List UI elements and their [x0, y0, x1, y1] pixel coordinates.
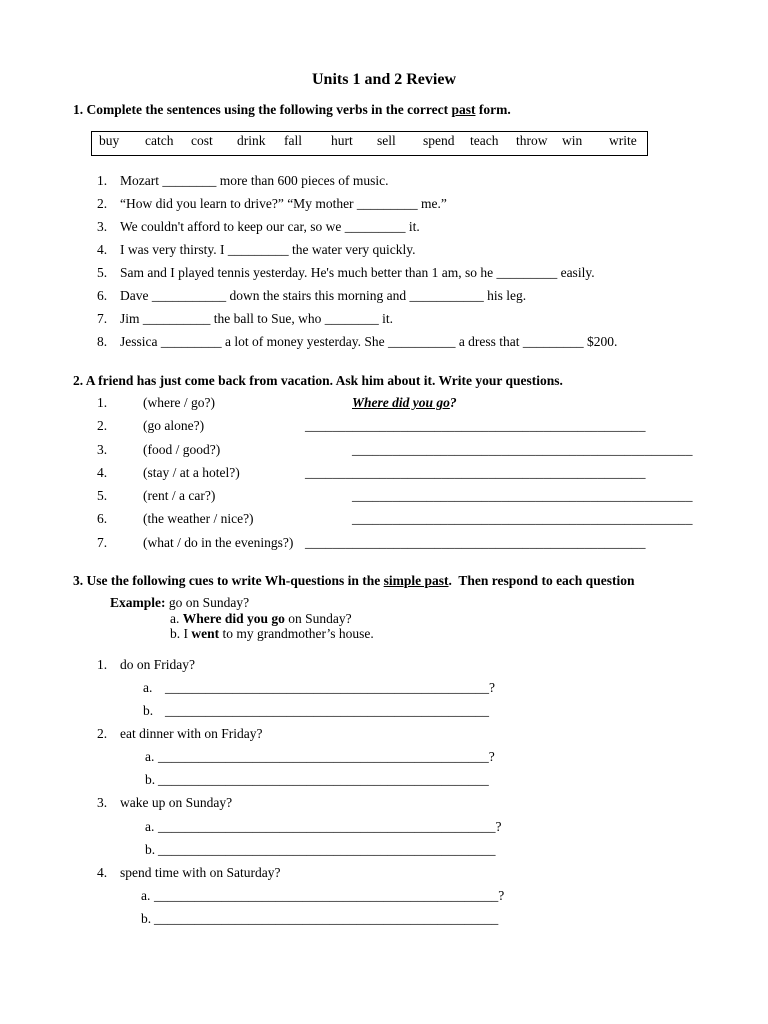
question-cue: spend time with on Saturday? [120, 865, 281, 880]
question-cue: wake up on Sunday? [120, 795, 233, 810]
answer-line[interactable]: ________________________________________________? [165, 680, 495, 695]
list-item-number: 1. [97, 657, 108, 672]
list-item-number: 5. [97, 265, 108, 280]
example-b-pre: b. I [170, 626, 192, 641]
list-item-text: Jessica _________ a lot of money yesterday. She __________ a dress that _________ $200. [120, 334, 618, 349]
question-cue: eat dinner with on Friday? [120, 726, 263, 741]
list-item-number: 2. [97, 418, 108, 433]
example-cue-text: go on Sunday? [165, 595, 250, 610]
verb-bank-item: win [562, 133, 583, 148]
list-item-text: Dave ___________ down the stairs this morning and ___________ his leg. [120, 288, 527, 303]
example-label: Example: [110, 595, 166, 610]
section1-heading-underlined: past [451, 102, 476, 117]
verb-bank-item: sell [377, 133, 396, 148]
example-b-post: to my grandmother’s house. [219, 626, 374, 641]
list-item-number: 7. [97, 311, 108, 326]
answer-line[interactable]: _________________________________________________? [158, 749, 495, 764]
list-item-text: Sam and I played tennis yesterday. He's much better than 1 am, so he _________ easily. [120, 265, 595, 280]
answer-line[interactable]: __________________________________________________ [352, 511, 693, 526]
section1-heading [73, 103, 511, 117]
answer-line[interactable]: __________________________________________________ [305, 535, 646, 550]
section3-heading-underlined: simple past [383, 573, 449, 588]
list-item-number: 4. [97, 242, 108, 257]
section3-heading-post: . Then respond to each question [448, 573, 635, 588]
list-item-number: 1. [97, 173, 108, 188]
sub-label: a. [145, 819, 155, 834]
sub-label: b. [141, 911, 152, 926]
question-cue: (where / go?) [143, 395, 215, 410]
list-item-number: 4. [97, 865, 108, 880]
verb-bank-item: drink [237, 133, 266, 148]
list-item-number: 3. [97, 219, 108, 234]
list-item-number: 8. [97, 334, 108, 349]
section3-heading-pre: 3. Use the following cues to write Wh-questions in the [73, 573, 384, 588]
list-item-number: 1. [97, 395, 108, 410]
section1-heading-post: form. [475, 102, 511, 117]
question-cue: do on Friday? [120, 657, 195, 672]
example-b-bold: went [191, 626, 220, 641]
verb-bank-item: fall [284, 133, 302, 148]
sub-label: a. [143, 680, 153, 695]
section1-heading-pre: 1. Complete the sentences using the following verbs in the correct [73, 102, 452, 117]
answer-line[interactable]: _________________________________________________ [158, 772, 489, 787]
answer-line[interactable]: __________________________________________________? [158, 819, 502, 834]
section3-heading [73, 574, 634, 588]
list-item-number: 7. [97, 535, 108, 550]
verb-bank-item: buy [99, 133, 120, 148]
verb-bank-item: teach [470, 133, 499, 148]
example-a-post: on Sunday? [284, 611, 352, 626]
list-item-text: We couldn't afford to keep our car, so we _________ it. [120, 219, 420, 234]
example-a-bold: Where did you go [182, 611, 285, 626]
example-answer [352, 396, 457, 410]
list-item-text: Jim __________ the ball to Sue, who ________ it. [120, 311, 393, 326]
sub-label: b. [145, 842, 156, 857]
example-cue [110, 596, 249, 610]
list-item-text: I was very thirsty. I _________ the water very quickly. [120, 242, 416, 257]
example-response [170, 627, 374, 641]
question-cue: (go alone?) [143, 418, 205, 433]
section2-heading: 2. A friend has just come back from vacation. Ask him about it. Write your questions. [73, 373, 563, 388]
verb-bank-item: write [609, 133, 637, 148]
question-cue: (rent / a car?) [143, 488, 216, 503]
verb-bank-item: catch [145, 133, 174, 148]
verb-bank-item: spend [423, 133, 455, 148]
verb-bank-item: throw [516, 133, 548, 148]
question-cue: (what / do in the evenings?) [143, 535, 294, 550]
answer-line[interactable]: __________________________________________________ [305, 465, 646, 480]
example-answer-end: ? [449, 395, 457, 410]
list-item-number: 6. [97, 288, 108, 303]
list-item-text: Mozart ________ more than 600 pieces of music. [120, 173, 389, 188]
list-item-number: 2. [97, 196, 108, 211]
page-title: Units 1 and 2 Review [311, 71, 456, 88]
answer-line[interactable]: __________________________________________________ [158, 842, 496, 857]
example-question [170, 612, 352, 626]
answer-line[interactable]: ___________________________________________________ [154, 911, 499, 926]
list-item-text: “How did you learn to drive?” “My mother _________ me.” [120, 196, 447, 211]
list-item-number: 4. [97, 465, 108, 480]
example-a-pre: a. [170, 611, 183, 626]
sub-label: a. [145, 749, 155, 764]
sub-label: a. [141, 888, 151, 903]
answer-line[interactable]: ___________________________________________________? [154, 888, 505, 903]
example-answer-text: Where did you go [352, 395, 450, 410]
verb-bank-item: hurt [331, 133, 353, 148]
list-item-number: 2. [97, 726, 108, 741]
sub-label: b. [143, 703, 154, 718]
answer-line[interactable]: __________________________________________________ [305, 418, 646, 433]
list-item-number: 3. [97, 795, 108, 810]
answer-line[interactable]: ________________________________________________ [165, 703, 489, 718]
list-item-number: 5. [97, 488, 108, 503]
verb-bank-item: cost [191, 133, 213, 148]
question-cue: (stay / at a hotel?) [143, 465, 240, 480]
question-cue: (food / good?) [143, 442, 221, 457]
answer-line[interactable]: __________________________________________________ [352, 442, 693, 457]
list-item-number: 6. [97, 511, 108, 526]
list-item-number: 3. [97, 442, 108, 457]
answer-line[interactable]: __________________________________________________ [352, 488, 693, 503]
sub-label: b. [145, 772, 156, 787]
question-cue: (the weather / nice?) [143, 511, 254, 526]
